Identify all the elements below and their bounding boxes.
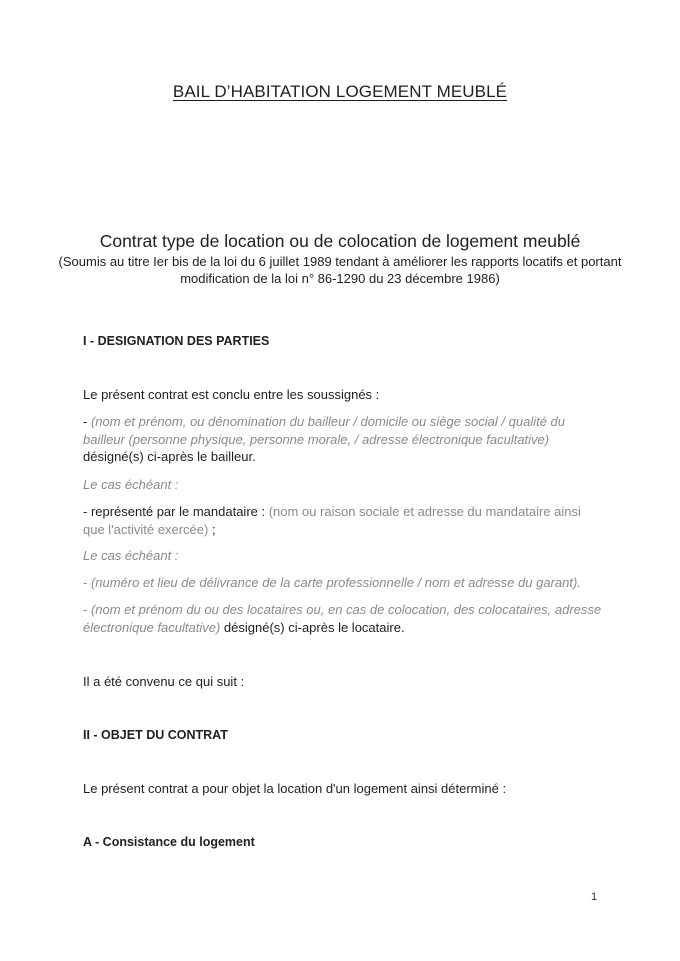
locataire-dash: - <box>83 602 91 617</box>
bailleur-placeholder: (nom et prénom, ou dénomination du bailleur / domicile ou siège social / qualité du bailleur (personne physique, personne morale, / adresse électronique facultative) <box>83 414 566 447</box>
subtitle-block <box>40 230 640 287</box>
parties-intro: Le présent contrat est conclu entre les soussignés : <box>83 387 380 402</box>
objet-intro: Le présent contrat a pour objet la location d'un logement ainsi déterminé : <box>83 781 507 796</box>
locataire-paragraph <box>83 601 603 636</box>
cas-echeant-label-1: Le cas échéant : <box>83 477 179 492</box>
bailleur-paragraph <box>83 413 603 466</box>
cas-echeant-label-2: Le cas échéant : <box>83 548 179 563</box>
mandataire-placeholder: (nom ou raison sociale et adresse du mandataire ainsi que l'activité exercée) <box>83 504 581 537</box>
mandataire-suffix: ; <box>208 521 216 537</box>
locataire-suffix: désigné(s) ci-après le locataire. <box>220 619 405 635</box>
bailleur-dash: - <box>83 414 91 429</box>
section-heading-parties: I - DESIGNATION DES PARTIES <box>83 334 270 348</box>
bailleur-suffix: désigné(s) ci-après le bailleur. <box>83 449 256 464</box>
legal-reference-note: (Soumis au titre Ier bis de la loi du 6 juillet 1989 tendant à améliorer les rapports locatifs et portant modification de la loi n° 86-1290 du 23 décembre 1986) <box>58 254 622 286</box>
mandataire-paragraph <box>83 503 603 538</box>
section-heading-objet: II - OBJET DU CONTRAT <box>83 728 228 742</box>
carte-paragraph <box>83 574 603 592</box>
convenu-statement: Il a été convenu ce qui suit : <box>83 674 245 689</box>
subheading-consistance: A - Consistance du logement <box>83 835 255 849</box>
contract-subtitle: Contrat type de location ou de colocation de logement meublé <box>99 231 581 251</box>
document-title: BAIL D’HABITATION LOGEMENT MEUBLÉ <box>172 82 508 101</box>
carte-placeholder: (numéro et lieu de délivrance de la carte professionnelle / nom et adresse du garant). <box>90 575 581 590</box>
locataire-placeholder: (nom et prénom du ou des locataires ou, en cas de colocation, des colocataires, adresse électronique facultative) <box>83 602 602 635</box>
carte-dash: - <box>83 575 91 590</box>
page-number: 1 <box>591 891 598 903</box>
mandataire-label: - représenté par le mandataire : <box>83 504 269 519</box>
